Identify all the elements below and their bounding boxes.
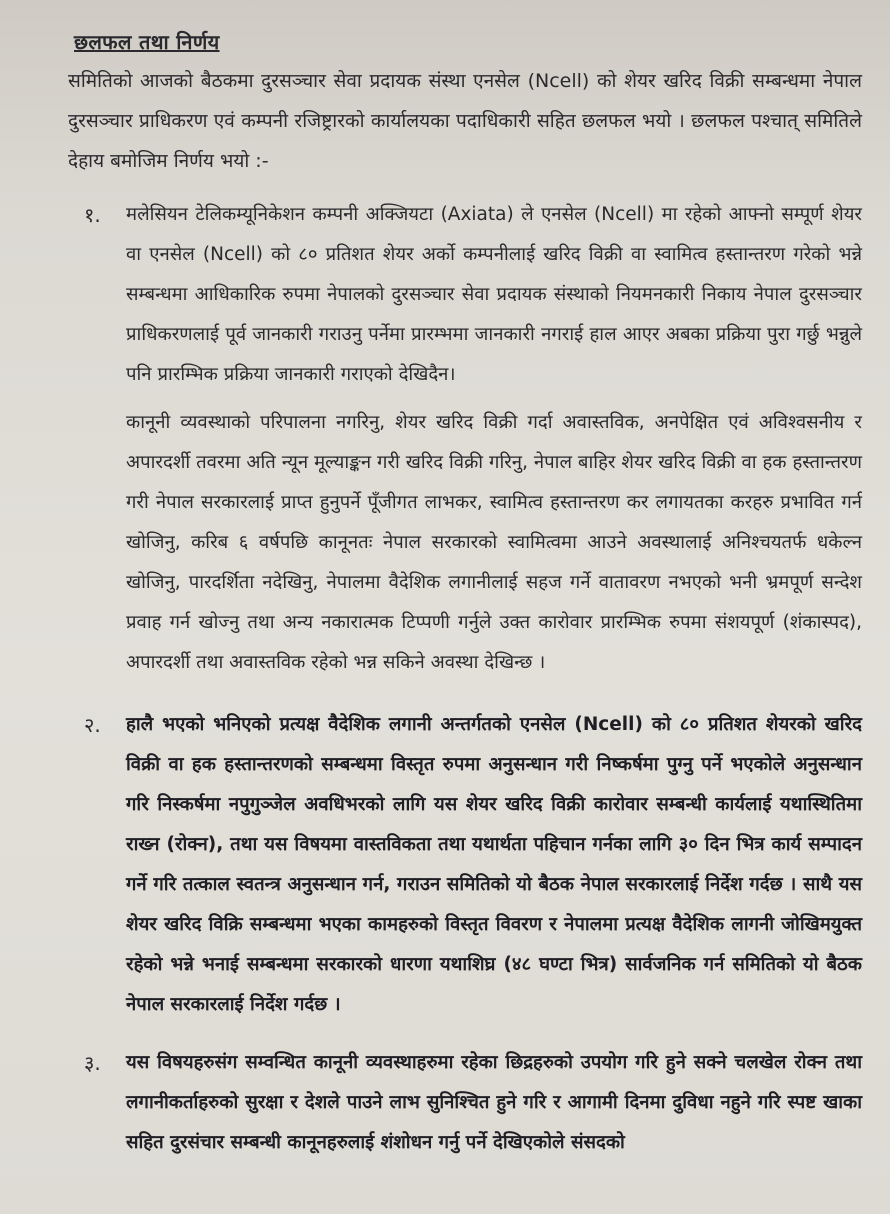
- point-1-paragraph-1: मलेसियन टेलिकम्यूनिकेशन कम्पनी अक्जियटा (Axiata) ले एनसेल (Ncell) मा रहेको आफ्नो सम्पूर्ण शेयर वा एनसेल (Ncell) को ८० प्रतिशत शेयर अर्को कम्पनीलाई खरिद विक्री वा स्वामित्व हस्तान्तरण गरेको भन्ने सम्बन्धमा आधिकारिक रुपमा नेपालको दुरसञ्चार सेवा प्रदायक संस्थाको नियमनकारी निकाय नेपाल दुरसञ्चार प्राधिकरणलाई पूर्व जानकारी गराउनु पर्नेमा प्रारम्भमा जानकारी नगराई हाल आएर अबका प्रक्रिया पुरा गर्छु भन्नुले पनि प्रारम्भिक प्रक्रिया जानकारी गराएको देखिदैन।: [126, 204, 862, 385]
- intro-paragraph: समितिको आजको बैठकमा दुरसञ्चार सेवा प्रदायक संस्था एनसेल (Ncell) को शेयर खरिद विक्री सम्बन्धमा नेपाल दुरसञ्चार प्राधिकरण एवं कम्पनी रजिष्ट्रारको कार्यालयका पदाधिकारी सहित छलफल भयो । छलफल पश्चात् समितिले देहाय बमोजिम निर्णय भयो :-: [68, 70, 862, 172]
- point-1-paragraph-2: कानूनी व्यवस्थाको परिपालना नगरिनु, शेयर खरिद विक्री गर्दा अवास्तविक, अनपेक्षित एवं अविश्वसनीय र अपारदर्शी तवरमा अति न्यून मूल्याङ्कन गरी खरिद विक्री गरिनु, नेपाल बाहिर शेयर खरिद विक्री वा हक हस्तान्तरण गरी नेपाल सरकारलाई प्राप्त हुनुपर्ने पूँजीगत लाभकर, स्वामित्व हस्तान्तरण कर लगायतका करहरु प्रभावित गर्न खोजिनु, करिब ६ वर्षपछि कानूनतः नेपाल सरकारको स्वामित्वमा आउने अवस्थालाई अनिश्चयतर्फ धकेल्न खोजिनु, पारदर्शिता नदेखिनु, नेपालमा वैदेशिक लगानीलाई सहज गर्ने वातावरण नभएको भनी भ्रमपूर्ण सन्देश प्रवाह गर्न खोज्नु तथा अन्य नकारात्मक टिप्पणी गर्नुले उक्त कारोवार प्रारम्भिक रुपमा संशयपूर्ण (शंकास्पद), अपारदर्शी तथा अवास्तविक रहेको भन्न सकिने अवस्था देखिन्छ ।: [126, 412, 862, 673]
- point-number: १.: [84, 203, 101, 227]
- point-2-paragraph-1: हालै भएको भनिएको प्रत्यक्ष वैदेशिक लगानी अन्तर्गतको एनसेल (Ncell) को ८० प्रतिशत शेयरको खरिद विक्री वा हक हस्तान्तरणको सम्बन्धमा विस्तृत रुपमा अनुसन्धान गरी निष्कर्षमा पुग्नु पर्ने भएकोले अनुसन्धान गरि निस्कर्षमा नपुगुञ्जेल अवधिभरको लागि यस शेयर खरिद विक्री कारोवार सम्बन्धी कार्यलाई यथास्थितिमा राख्न (रोक्न), तथा यस विषयमा वास्तविकता तथा यथार्थता पहिचान गर्नका लागि ३० दिन भित्र कार्य सम्पादन गर्ने गरि तत्काल स्वतन्त्र अनुसन्धान गर्न, गराउन समितिको यो बैठक नेपाल सरकारलाई निर्देश गर्दछ । साथै यस शेयर खरिद विक्रि सम्बन्धमा भएका कामहरुको विस्तृत विवरण र नेपालमा प्रत्यक्ष वैदेशिक लागनी जोखिमयुक्त रहेको भन्ने भनाई सम्बन्धमा सरकारको धारणा यथाशिघ्र (४८ घण्टा भित्र) सार्वजनिक गर्न समितिको यो बैठक नेपाल सरकारलाई निर्देश गर्दछ ।: [126, 714, 862, 1015]
- decision-point-1: [68, 195, 862, 691]
- point-number: २.: [84, 713, 101, 737]
- decision-point-3: [68, 1043, 862, 1171]
- point-body: [126, 705, 862, 1033]
- point-number: ३.: [84, 1051, 101, 1075]
- point-body: [126, 1043, 862, 1171]
- point-body: [126, 195, 862, 691]
- section-heading: छलफल तथा निर्णय: [74, 30, 220, 54]
- decision-point-2: [68, 705, 862, 1033]
- point-3-paragraph-1: यस विषयहरुसंग सम्वन्धित कानूनी व्यवस्थाहरुमा रहेका छिद्रहरुको उपयोग गरि हुने सक्ने चलखेल रोक्न तथा लगानीकर्ताहरुको सुरक्षा र देशले पाउने लाभ सुनिश्चित हुने गरि र आगामी दिनमा दुविधा नहुने गरि स्पष्ट खाका सहित दुरसंचार सम्बन्धी कानूनहरुलाई शंशोधन गर्नु पर्ने देखिएकोले संसदको: [126, 1052, 862, 1153]
